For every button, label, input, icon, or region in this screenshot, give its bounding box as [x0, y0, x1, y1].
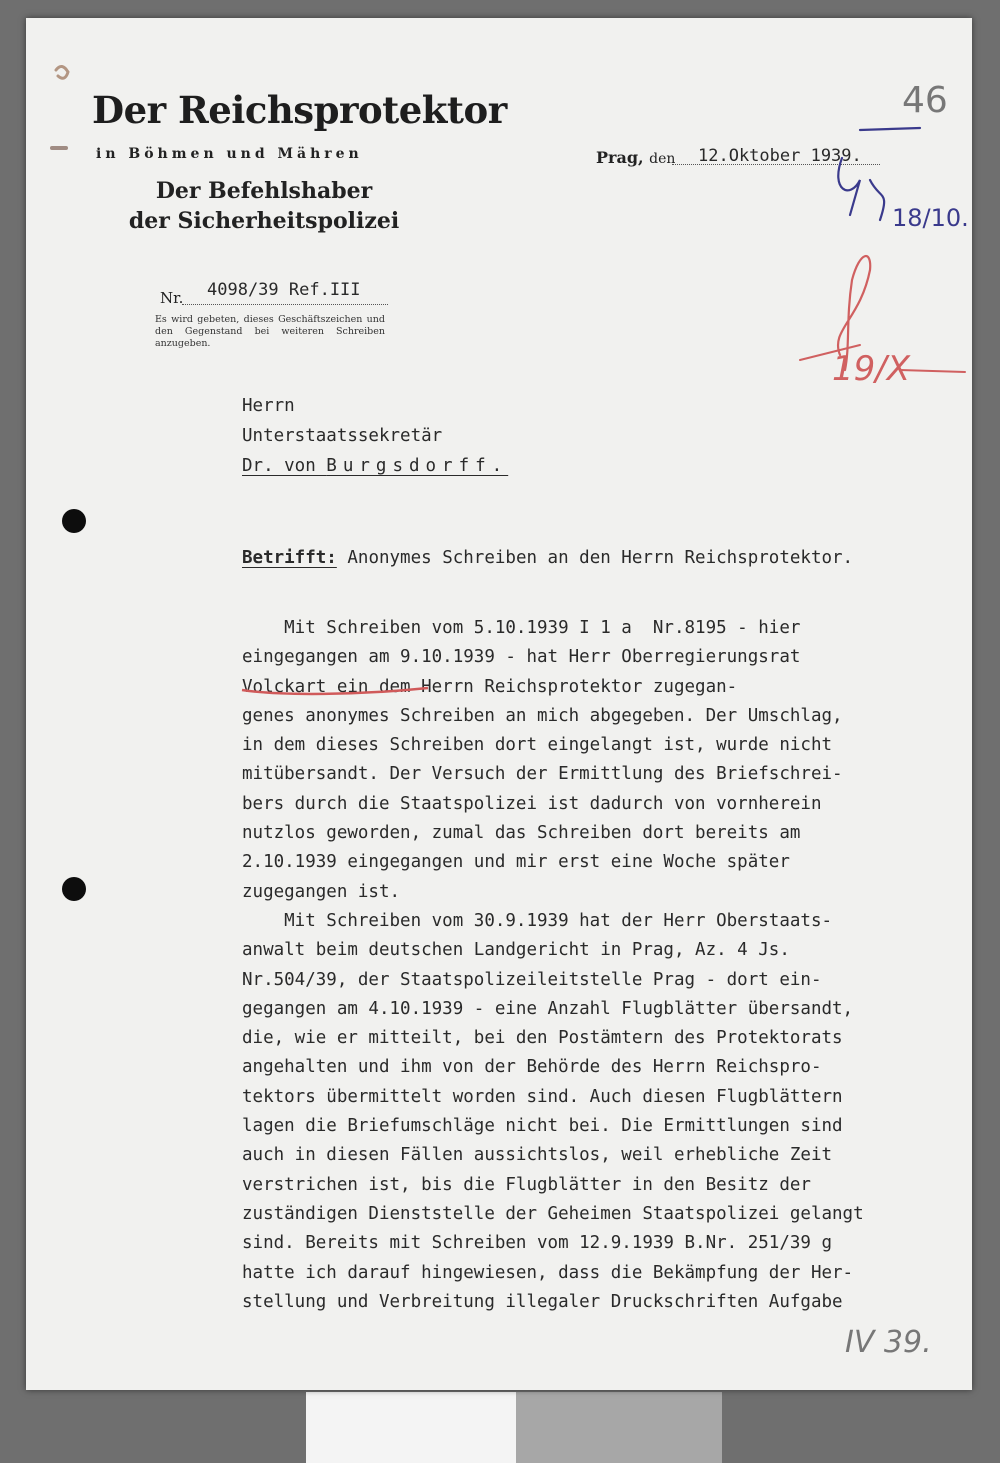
recipient-line2: Unterstaatssekretär — [242, 426, 443, 446]
letterhead-office — [124, 176, 404, 236]
body-line: Mit Schreiben vom 30.9.1939 hat der Herr Oberstaats- — [242, 910, 833, 931]
letterhead-title: Der Reichsprotektor — [92, 88, 507, 132]
body-line: auch in diesen Fällen aussichtslos, weil erhebliche Zeit — [242, 1145, 833, 1166]
body-line: verstrichen ist, bis die Flugblätter in den Besitz der — [242, 1174, 811, 1195]
recipient-line3 — [242, 456, 508, 476]
red-initials-mark: 19/X — [832, 349, 911, 389]
place-den: den — [649, 151, 676, 167]
letter-date: 12.Oktober 1939. — [698, 146, 862, 166]
red-underline-mark — [240, 684, 430, 698]
body-line: zugegangen ist. — [242, 881, 401, 902]
recipient-name: Burgsdorff. — [326, 456, 509, 476]
body-line: angehalten und ihm von der Behörde des Herrn Reichspro- — [242, 1057, 822, 1078]
page-number-mark: 46 — [902, 80, 948, 121]
subject-line — [242, 548, 853, 568]
body-line: sind. Bereits mit Schreiben vom 12.9.1939 B.Nr. 251/39 g — [242, 1233, 833, 1254]
body-line: eingegangen am 9.10.1939 - hat Herr Oberregierungsrat — [242, 647, 801, 668]
body-line: stellung und Verbreitung illegaler Druckschriften Aufgabe — [242, 1291, 843, 1312]
scan-gray-strip — [516, 1392, 722, 1463]
body-line: Volckart ein dem Herrn Reichsprotektor zugegan- — [242, 676, 738, 697]
body-line: die, wie er mitteilt, bei den Postämtern des Protektorats — [242, 1028, 843, 1049]
body-line: 2.10.1939 eingegangen und mir erst eine Woche später — [242, 852, 790, 873]
body-line: nutzlos geworden, zumal das Schreiben dort bereits am — [242, 823, 801, 844]
letterhead-office-line1: Der Befehlshaber — [155, 178, 373, 204]
body-line: anwalt beim deutschen Landgericht in Prag, Az. 4 Js. — [242, 940, 790, 961]
body-line: Mit Schreiben vom 5.10.1939 I 1 a Nr.8195 - hier — [242, 618, 801, 638]
subject-text: Anonymes Schreiben an den Herrn Reichsprotektor. — [347, 548, 854, 568]
scan-white-strip — [306, 1392, 516, 1463]
punch-hole-upper — [62, 509, 86, 533]
place-city: Prag, — [596, 148, 644, 167]
body-line: in dem dieses Schreiben dort eingelangt ist, wurde nicht — [242, 735, 833, 756]
letter-body — [242, 614, 922, 1317]
recipient-title: Dr. von — [242, 456, 327, 476]
body-line: gegangen am 4.10.1939 - eine Anzahl Flugblätter übersandt, — [242, 998, 854, 1019]
subject-label: Betrifft: — [242, 548, 337, 568]
reference-dotted-line — [182, 304, 388, 305]
body-line: hatte ich darauf hingewiesen, dass die Bekämpfung der Her- — [242, 1262, 854, 1283]
letterhead-office-line2: der Sicherheitspolizei — [128, 208, 400, 234]
reference-number: 4098/39 Ref.III — [207, 280, 361, 300]
body-line: Nr.504/39, der Staatspolizeileitstelle Prag - dort ein- — [242, 969, 822, 990]
reference-note: Es wird gebeten, dieses Geschäftszeichen und den Gegenstand bei weiteren Schreiben anzugeben. — [155, 314, 385, 349]
recipient-line1: Herrn — [242, 396, 295, 416]
blue-initials-mark: 18/10. — [892, 204, 969, 232]
body-line: mitübersandt. Der Versuch der Ermittlung des Briefschrei- — [242, 764, 843, 785]
body-line: bers durch die Staatspolizei ist dadurch von vornherein — [242, 793, 822, 814]
place-label — [596, 148, 675, 167]
bottom-pencil-note: IV 39. — [845, 1325, 932, 1360]
body-line: zuständigen Dienststelle der Geheimen Staatspolizei gelangt — [242, 1203, 864, 1224]
body-line: tektors übermittelt worden sind. Auch diesen Flugblättern — [242, 1086, 843, 1107]
punch-hole-lower — [62, 877, 86, 901]
letterhead-subtitle: in Böhmen und Mähren — [96, 146, 363, 162]
body-line: genes anonymes Schreiben an mich abgegeben. Der Umschlag, — [242, 705, 843, 726]
reference-label: Nr. — [160, 289, 184, 307]
body-line: lagen die Briefumschläge nicht bei. Die Ermittlungen sind — [242, 1116, 843, 1137]
